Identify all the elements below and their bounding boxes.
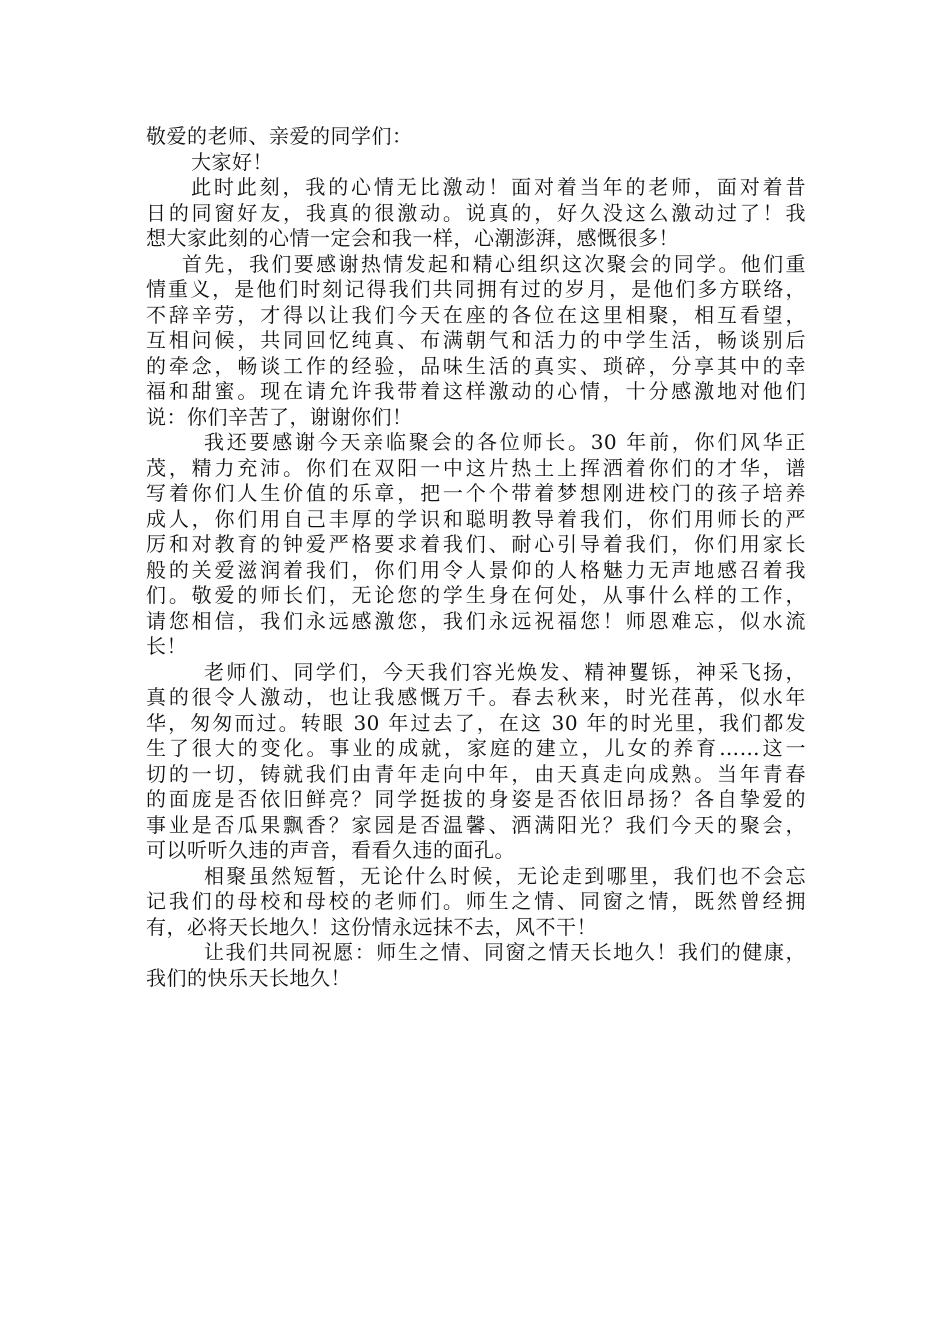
paragraph-line: 让我们共同祝愿：师生之情、同窗之情天长地久！我们的健康，: [204, 940, 806, 964]
paragraph-line: 不辞辛劳，才得以让我们今天在座的各位在这里相聚，相互看望，: [146, 302, 806, 327]
paragraph-line: 我还要感谢今天亲临聚会的各位师长。30 年前，你们风华正: [204, 430, 806, 454]
paragraph-line: 互相问候，共同回忆纯真、布满朝气和活力的中学生活，畅谈别后: [146, 328, 806, 352]
paragraph-line: 的面庞是否依旧鲜亮？同学挺拔的身姿是否依旧昂扬？各自挚爱的: [146, 787, 806, 811]
salutation: 敬爱的老师、亲爱的同学们：: [146, 124, 413, 148]
paragraph-line: 日的同窗好友，我真的很激动。说真的，好久没这么激动过了！我: [146, 200, 806, 225]
paragraph-line: 生了很大的变化。事业的成就，家庭的建立，儿女的养育……这一: [146, 736, 806, 760]
paragraph-line: 福和甜蜜。现在请允许我带着这样激动的心情，十分感激地对他们: [146, 379, 806, 403]
paragraph-line: 长！: [146, 634, 187, 658]
paragraph-line: 请您相信，我们永远感激您，我们永远祝福您！师恩难忘，似水流: [146, 608, 806, 633]
paragraph-line: 此时此刻，我的心情无比激动！面对着当年的老师，面对着昔: [191, 175, 806, 199]
paragraph-line: 茂，精力充沛。你们在双阳一中这片热土上挥洒着你们的才华，谱: [146, 455, 806, 480]
paragraph-line: 相聚虽然短暂，无论什么时候，无论走到哪里，我们也不会忘: [204, 863, 806, 888]
paragraph-line: 事业是否瓜果飘香？家园是否温馨、洒满阳光？我们今天的聚会，: [146, 812, 806, 837]
paragraph-line: 切的一切，铸就我们由青年走向中年，由天真走向成熟。当年青春: [146, 761, 806, 786]
paragraph-line: 真的很令人激动，也让我感慨万千。春去秋来，时光荏苒，似水年: [146, 685, 806, 709]
letter-body: [146, 124, 806, 991]
paragraph-line: 有，必将天长地久！这份情永远抹不去，风不干！: [146, 914, 597, 939]
paragraph-line: 写着你们人生价值的乐章，把一个个带着梦想刚进校门的孩子培养: [146, 481, 806, 505]
paragraph-line: 的牵念，畅谈工作的经验，品味生活的真实、琐碎，分享其中的幸: [146, 353, 806, 378]
paragraph-line: 可以听听久违的声音，看看久违的面孔。: [146, 838, 515, 862]
paragraph-line: 情重义，是他们时刻记得我们共同拥有过的岁月，是他们多方联络，: [146, 277, 806, 301]
greeting: 大家好！: [191, 149, 273, 174]
paragraph-line: 老师们、同学们，今天我们容光焕发、精神矍铄，神采飞扬，: [204, 659, 806, 684]
paragraph-line: 般的关爱滋润着我们，你们用令人景仰的人格魅力无声地感召着我: [146, 557, 806, 582]
paragraph-line: 说：你们辛苦了，谢谢你们！: [146, 404, 413, 429]
paragraph-line: 首先，我们要感谢热情发起和精心组织这次聚会的同学。他们重: [182, 251, 806, 276]
paragraph-line: 厉和对教育的钟爱严格要求着我们、耐心引导着我们，你们用家长: [146, 532, 806, 556]
paragraph-line: 想大家此刻的心情一定会和我一样，心潮澎湃，感慨很多！: [146, 226, 679, 250]
paragraph-line: 成人，你们用自己丰厚的学识和聪明教导着我们，你们用师长的严: [146, 506, 806, 531]
paragraph-line: 华，匆匆而过。转眼 30 年过去了，在这 30 年的时光里，我们都发: [146, 710, 806, 735]
paragraph-line: 记我们的母校和母校的老师们。师生之情、同窗之情，既然曾经拥: [146, 889, 806, 913]
paragraph-line: 们。敬爱的师长们，无论您的学生身在何处，从事什么样的工作，: [146, 583, 806, 607]
paragraph-line: 我们的快乐天长地久！: [146, 965, 351, 990]
